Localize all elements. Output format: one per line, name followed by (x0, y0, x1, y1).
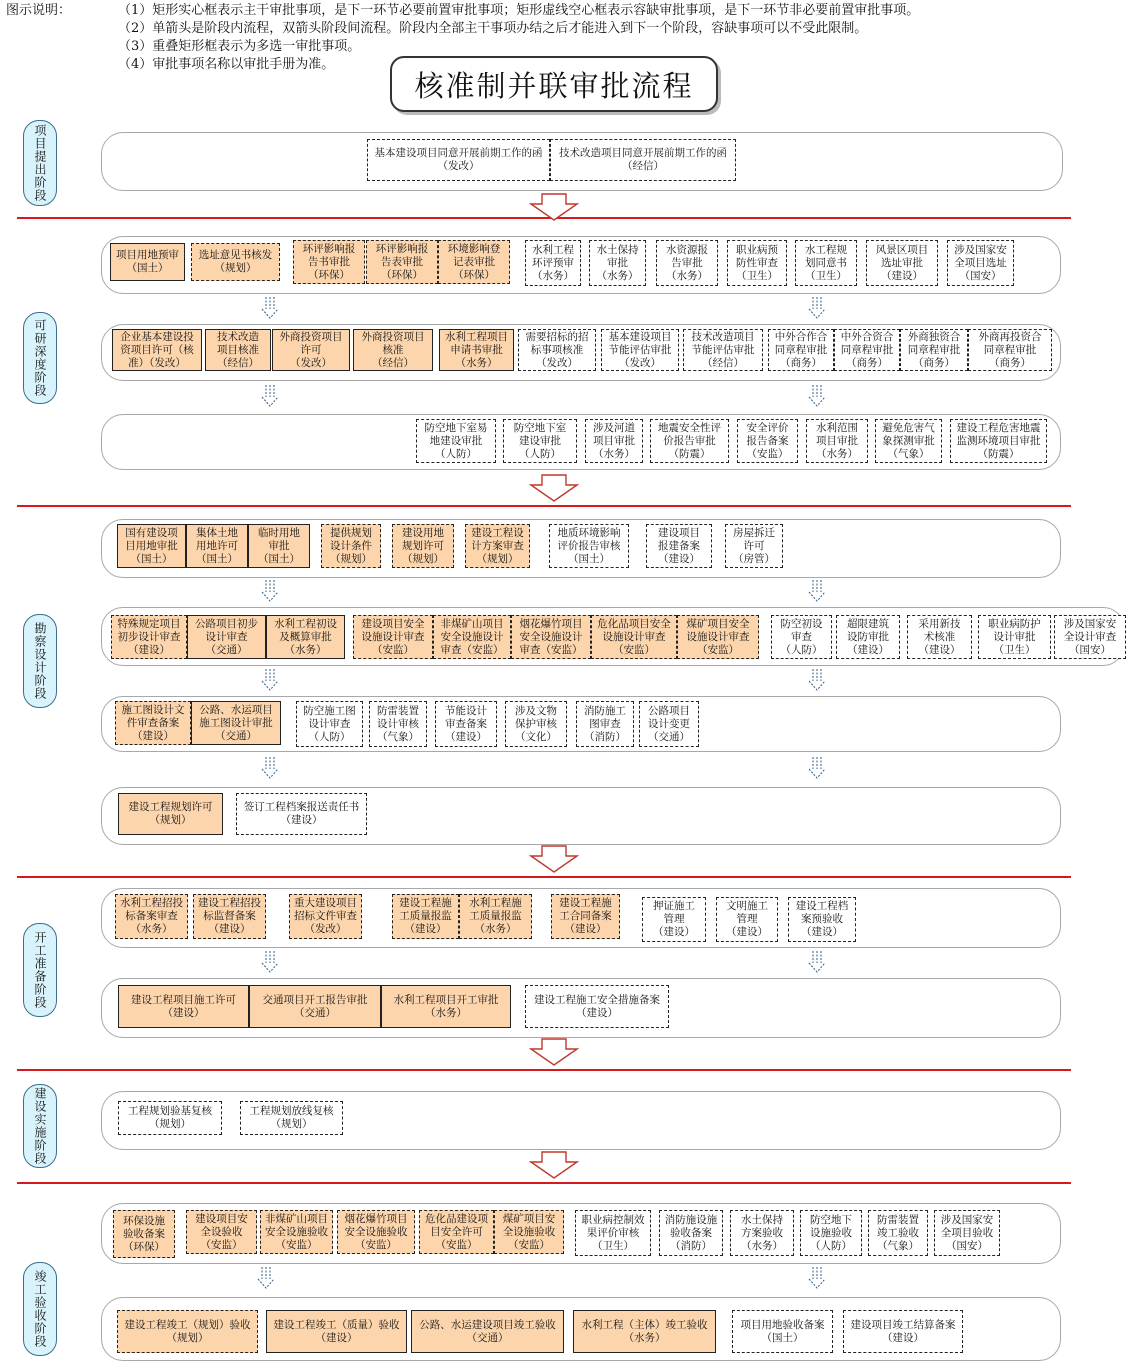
approval-item-label: 外商再投资合 同章程审批 （商务） (978, 330, 1042, 369)
stage-label-text: 开工准备阶段 (33, 931, 47, 1009)
in-stage-arrow (806, 756, 828, 780)
approval-item-label: 建设工程施 工质量报监 （建设） (399, 897, 452, 935)
approval-item-label: 职业病预 防性审查 （卫生） (736, 243, 778, 282)
in-stage-arrow (806, 296, 828, 320)
approval-item-trunk (117, 524, 186, 568)
approval-item-label: 烟花爆竹项目 安全设施设计 审查（安监） (519, 617, 583, 656)
approval-item-label: 危化品项目安全 设施设计审查 （安监） (597, 617, 671, 656)
stage-divider (17, 1069, 1071, 1071)
approval-item-optional (369, 701, 427, 747)
approval-item-label: 外商投资项目 核准 （经信） (361, 330, 425, 369)
in-stage-arrow (259, 756, 281, 780)
approval-item-label: 外商投资项目 许可 （发改） (279, 330, 343, 369)
approval-item-label: 押证施工 管理 （建设） (653, 900, 695, 938)
approval-item-trunk (494, 1210, 564, 1254)
approval-item-trunk (433, 615, 511, 659)
approval-item-optional (771, 615, 832, 659)
approval-item-label: 国有建设项 目用地审批 （国土） (125, 526, 178, 565)
approval-item-label: 职业病控制效 果评价审核 （卫生） (581, 1213, 645, 1252)
approval-item-label: 危化品建设项 目安全许可 （安监） (425, 1212, 488, 1251)
approval-item-optional (505, 701, 567, 747)
approval-item-label: 需要招标的招 标事项核准 （发改） (525, 330, 589, 369)
approval-item-trunk (438, 240, 510, 284)
approval-item-optional (503, 419, 577, 463)
approval-item-optional (868, 1210, 928, 1256)
approval-item-optional (907, 615, 972, 659)
approval-item-trunk (266, 1310, 407, 1353)
approval-item-trunk (117, 1310, 258, 1353)
stage-transition-arrow (529, 1151, 579, 1179)
approval-item-label: 防空地下 设施验收 （人防） (810, 1213, 852, 1252)
approval-item-label: 消防施设施 验收备案 （消防） (664, 1213, 718, 1252)
in-stage-arrow (806, 579, 828, 603)
approval-item-label: 地质环境影响 评价报告审核 （国土） (557, 526, 621, 565)
approval-item-label: 建设工程施 工合同备案 （建设） (559, 897, 612, 935)
approval-item-optional (795, 240, 857, 286)
approval-item-label: 公路项目初步 设计审查 （交通） (195, 617, 258, 656)
approval-item-optional (550, 139, 736, 181)
approval-item-label: 建设项目 报建备案 （建设） (658, 526, 700, 565)
approval-item-trunk (337, 1210, 415, 1254)
approval-item-optional (1054, 615, 1126, 659)
approval-item-label: 水利工程初设 及概算审批 （水务） (274, 617, 337, 656)
approval-item-label: 水土保持 审批 （水务） (596, 243, 639, 282)
approval-item-optional (236, 793, 367, 835)
stage-label-text: 建设实施阶段 (33, 1087, 47, 1165)
approval-item-label: 环保设施 验收备案 （环保） (123, 1214, 165, 1253)
in-stage-arrow (259, 579, 281, 603)
approval-item-label: 水利工程（主体）竣工验收 （水务） (581, 1318, 708, 1344)
approval-item-optional (416, 419, 496, 463)
approval-item-trunk (289, 894, 362, 939)
approval-item-label: 安全评价 报告备案 （安监） (746, 421, 789, 460)
approval-item-label: 水土保持 方案验收 （水务） (741, 1213, 783, 1252)
approval-item-label: 风景区项目 选址审批 （建设） (875, 243, 929, 282)
approval-item-trunk (411, 1310, 564, 1353)
stage-divider (17, 876, 1071, 878)
approval-item-trunk (353, 615, 433, 659)
approval-item-label: 技术改造 项目核准 （经信） (217, 330, 259, 369)
approval-item-label: 避免危害气 象探测审批 （气象） (882, 421, 935, 460)
legend-line: （3）重叠矩形框表示为多选一审批事项。 (118, 39, 361, 54)
approval-item-label: 建设工程竣工（规划）验收 （规划） (124, 1318, 251, 1344)
approval-item-trunk (115, 894, 188, 939)
approval-item-trunk (118, 985, 249, 1028)
approval-item-label: 建设工程招投 标监督备案 （建设） (198, 897, 261, 935)
approval-item-label: 建设工程设 计方案审查 （规划） (471, 526, 524, 565)
approval-item-trunk (439, 329, 514, 371)
approval-item-label: 水工程规 划同意书 （卫生） (805, 243, 847, 282)
approval-item-trunk (353, 329, 433, 371)
approval-item-optional (549, 524, 629, 568)
approval-item-optional (646, 524, 712, 568)
approval-item-trunk (266, 615, 345, 659)
approval-item-label: 建设工程竣工（质量）验收 （建设） (273, 1318, 400, 1344)
approval-item-optional (589, 240, 646, 286)
approval-item-label: 环境影响登 记表审批 （环保） (447, 242, 501, 281)
approval-item-optional (576, 701, 634, 747)
legend-line: （1）矩形实心框表示主干审批事项，是下一环节必要前置审批事项；矩形虚线空心框表示容缺审批事项，是下一环节非必要前置审批事项。 (118, 3, 920, 18)
stage-transition-arrow (529, 193, 579, 221)
approval-item-label: 建设工程施工安全措施备案 （建设） (534, 993, 660, 1019)
approval-item-optional (525, 240, 581, 286)
approval-item-optional (788, 897, 856, 942)
approval-item-label: 建设工程项目施工许可 （建设） (131, 993, 236, 1019)
approval-item-optional (768, 329, 834, 371)
approval-item-label: 基本建设项目 节能评估审批 （发改） (608, 330, 672, 369)
approval-item-label: 水利工程施 工质量报监 （水务） (469, 897, 522, 935)
approval-item-optional (642, 897, 706, 942)
approval-item-trunk (293, 240, 365, 284)
approval-item-optional (834, 329, 900, 371)
approval-item-label: 工程规划验基复核 （规划） (128, 1105, 212, 1130)
approval-item-optional (585, 419, 643, 463)
approval-item-label: 文明施工 管理 （建设） (726, 900, 768, 938)
approval-item-label: 房屋拆迁 许可 （房管） (733, 526, 775, 565)
approval-item-label: 地震安全性评 价报告审批 （防震） (658, 421, 721, 460)
approval-item-trunk (591, 615, 677, 659)
approval-item-label: 公路、水运建设项目竣工验收 （交通） (419, 1318, 556, 1344)
approval-item-optional (118, 1101, 222, 1135)
approval-item-label: 水利工程招投 标备案审查 （水务） (120, 897, 183, 935)
approval-item-optional (950, 419, 1047, 463)
approval-item-label: 工程规划放线复核 （规划） (249, 1105, 334, 1130)
approval-item-optional (968, 329, 1052, 371)
approval-item-trunk (115, 701, 191, 745)
stage-label-proposal (23, 120, 57, 206)
approval-item-label: 临时用地 审批 （国土） (258, 526, 300, 565)
approval-item-trunk (573, 1310, 716, 1353)
approval-item-trunk (366, 240, 438, 284)
approval-item-label: 节能设计 审查备案 （建设） (445, 704, 487, 743)
approval-item-label: 涉及国家安 全项目选址 （国安） (954, 243, 1007, 282)
approval-item-label: 中外合作合 同章程审批 （商务） (774, 330, 828, 369)
approval-item-trunk (186, 524, 248, 568)
approval-item-label: 公路、水运项目 施工图设计审批 （交通） (199, 703, 273, 742)
diagram-title: 核准制并联审批流程 (390, 56, 718, 112)
in-stage-arrow (806, 1266, 828, 1290)
approval-item-optional (525, 985, 669, 1028)
approval-item-label: 非煤矿山项目 安全设施设计 审查（安监） (440, 617, 504, 656)
approval-item-label: 集体土地 用地许可 （国土） (196, 526, 238, 565)
approval-item-optional (639, 701, 699, 747)
approval-item-label: 交通项目开工报告审批 （交通） (262, 993, 368, 1019)
approval-item-optional (725, 524, 783, 568)
approval-item-label: 防空地下室易 地建设审批 （人防） (424, 421, 488, 460)
approval-item-optional (659, 1210, 723, 1256)
approval-item-trunk (511, 615, 591, 659)
approval-item-trunk (392, 524, 454, 568)
approval-item-trunk (111, 615, 187, 659)
approval-item-label: 项目用地预审 （国土） (116, 249, 179, 274)
approval-item-label: 建设工程危害地震 监测环境项目审批 （防震） (956, 421, 1041, 460)
approval-item-label: 采用新技 术核准 （建设） (918, 617, 961, 656)
approval-item-label: 涉及文物 保护审核 （文化） (515, 704, 557, 743)
approval-item-optional (518, 329, 596, 371)
approval-item-trunk (248, 524, 310, 568)
approval-item-optional (575, 1210, 651, 1256)
approval-item-label: 防空施工图 设计审查 （人防） (303, 704, 356, 743)
legend-line: （2）单箭头是阶段内流程，双箭头阶段间流程。阶段内全部主干事项办结之后才能进入到下一个阶段，容缺事项可以不受此限制。 (118, 21, 868, 36)
approval-item-label: 公路项目 设计变更 （交通） (648, 704, 690, 743)
in-stage-arrow (806, 950, 828, 974)
approval-item-label: 涉及国家安 全设计审查 （国安） (1063, 617, 1117, 656)
approval-item-optional (240, 1101, 343, 1135)
approval-item-label: 水资源报 告审批 （水务） (666, 243, 708, 282)
approval-item-label: 水利工程项目开工审批 （水务） (393, 993, 499, 1019)
stage-transition-arrow (529, 845, 579, 873)
legend-line: （4）审批事项名称以审批手册为准。 (118, 57, 335, 72)
stage-transition-arrow (529, 474, 579, 502)
approval-item-trunk (112, 329, 202, 371)
stage-label-preparation (23, 923, 57, 1017)
approval-item-label: 特殊规定项目 初步设计审查 （建设） (117, 617, 181, 656)
approval-item-label: 重大建设项目 招标文件审查 （发改） (294, 897, 357, 935)
approval-item-label: 提供规划 设计条件 （规划） (330, 526, 372, 565)
stage-label-text: 勘察设计阶段 (33, 622, 47, 700)
stage-divider (17, 505, 1071, 507)
stage-label-implementation (23, 1084, 57, 1168)
approval-item-label: 涉及河道 项目审批 （水务） (593, 421, 635, 460)
approval-item-label: 防雷装置 设计审核 （气象） (377, 704, 419, 743)
approval-item-label: 企业基本建设投 资项目许可（核 准）（发改） (120, 330, 194, 369)
approval-item-label: 消防施工 图审查 （消防） (584, 704, 626, 743)
approval-item-label: 水利工程项目 申请书审批 （水务） (445, 330, 508, 369)
approval-item-optional (650, 419, 729, 463)
stage-label-acceptance (23, 1262, 57, 1356)
approval-item-optional (601, 329, 679, 371)
approval-item-label: 技术改造项目同意开展前期工作的函 （经信） (559, 147, 727, 172)
approval-item-label: 水利范围 项目审批 （水务） (816, 421, 858, 460)
approval-item-trunk (551, 894, 620, 939)
approval-item-optional (806, 419, 868, 463)
in-stage-arrow (259, 384, 281, 408)
stage-transition-arrow (529, 1038, 579, 1066)
approval-item-optional (737, 419, 798, 463)
approval-item-label: 防雷装置 竣工验收 （气象） (877, 1213, 919, 1252)
approval-item-optional (900, 329, 968, 371)
legend-heading: 图示说明： (6, 3, 72, 18)
approval-item-label: 外商独资合 同章程审批 （商务） (907, 330, 961, 369)
approval-item-label: 环评影响报 告表审批 （环保） (375, 242, 429, 281)
in-stage-arrow (259, 668, 281, 692)
approval-item-optional (947, 240, 1014, 286)
approval-item-trunk (205, 329, 271, 371)
approval-item-trunk (459, 894, 532, 939)
approval-item-optional (866, 240, 938, 286)
approval-item-label: 建设项目竣工结算备案 （建设） (850, 1318, 956, 1344)
approval-item-label: 煤矿项目安全 设施设计审查 （安监） (686, 617, 750, 656)
approval-item-trunk (419, 1210, 494, 1254)
approval-item-trunk (186, 1210, 257, 1254)
approval-item-label: 中外合资合 同章程审批 （商务） (840, 330, 894, 369)
approval-item-label: 烟花爆竹项目 安全设施验收 （安监） (344, 1212, 408, 1251)
approval-item-optional (875, 419, 942, 463)
approval-item-label: 超限建筑 设防审批 （建设） (847, 617, 889, 656)
approval-item-trunk (191, 243, 280, 281)
approval-item-trunk (381, 985, 511, 1028)
approval-item-optional (683, 329, 763, 371)
approval-item-label: 建设工程规划许可 （规划） (128, 801, 213, 826)
approval-item-optional (367, 139, 550, 181)
approval-item-label: 水利工程 环评预审 （水务） (532, 243, 574, 282)
approval-item-optional (656, 240, 718, 286)
approval-item-trunk (392, 894, 459, 939)
stage-label-text: 竣工验收阶段 (33, 1270, 47, 1348)
stage-label-text: 可研深度阶段 (33, 319, 47, 397)
approval-item-label: 涉及国家安 全项目验收 （国安） (940, 1213, 994, 1252)
approval-item-optional (435, 701, 497, 747)
approval-item-label: 煤矿项目安 全设施验收 （安监） (502, 1212, 556, 1251)
approval-item-label: 建设用地 规划许可 （规划） (402, 526, 444, 565)
approval-item-trunk (249, 985, 381, 1028)
approval-item-optional (296, 701, 363, 747)
approval-item-label: 签订工程档案报送责任书 （建设） (243, 801, 360, 826)
approval-item-label: 建设项目安 全设验收 （安监） (195, 1212, 248, 1251)
approval-item-trunk (187, 615, 266, 659)
approval-item-optional (934, 1210, 1000, 1256)
approval-item-label: 建设工程档 案预验收 （建设） (795, 900, 849, 938)
approval-item-label: 建设项目安全 设施设计审查 （安监） (361, 617, 425, 656)
approval-item-optional (800, 1210, 862, 1256)
approval-item-trunk (193, 894, 266, 939)
in-stage-arrow (255, 1266, 277, 1290)
approval-item-label: 基本建设项目同意开展前期工作的函 （发改） (374, 147, 543, 172)
approval-item-optional (727, 240, 787, 286)
approval-item-label: 项目用地验收备案 （国土） (740, 1318, 825, 1344)
in-stage-arrow (259, 950, 281, 974)
approval-item-optional (730, 1210, 794, 1256)
approval-item-trunk (191, 701, 281, 745)
approval-item-trunk (321, 524, 381, 568)
in-stage-arrow (806, 668, 828, 692)
approval-item-trunk (272, 329, 350, 371)
approval-item-optional (843, 1310, 963, 1353)
approval-item-label: 防空初设 审查 （人防） (780, 617, 823, 656)
stage-label-text: 项目提出阶段 (33, 124, 47, 202)
approval-item-optional (978, 615, 1051, 659)
approval-item-trunk (260, 1210, 333, 1254)
approval-item-label: 非煤矿山项目 安全设施验收 （安监） (265, 1212, 328, 1251)
approval-item-optional (836, 615, 900, 659)
approval-item-label: 技术改造项目 节能评估审批 （经信） (691, 330, 755, 369)
in-stage-arrow (806, 384, 828, 408)
approval-item-label: 施工图设计文 件审查备案 （建设） (121, 703, 185, 742)
approval-item-label: 职业病防护 设计审批 （卫生） (988, 617, 1041, 656)
approval-item-optional (732, 1310, 833, 1353)
in-stage-arrow (259, 296, 281, 320)
stage-label-feasibility (23, 312, 57, 404)
approval-item-trunk (118, 793, 223, 835)
approval-item-trunk (113, 1210, 175, 1258)
stage-divider (17, 1182, 1071, 1184)
approval-item-label: 防空地下室 建设审批 （人防） (513, 421, 567, 460)
stage-label-design (23, 614, 57, 708)
approval-item-optional (716, 897, 778, 942)
approval-item-trunk (465, 524, 530, 568)
approval-item-label: 选址意见书核发 （规划） (198, 249, 273, 274)
approval-item-trunk (110, 243, 185, 281)
approval-item-trunk (677, 615, 759, 659)
approval-item-label: 环评影响报 告书审批 （环保） (302, 242, 356, 281)
